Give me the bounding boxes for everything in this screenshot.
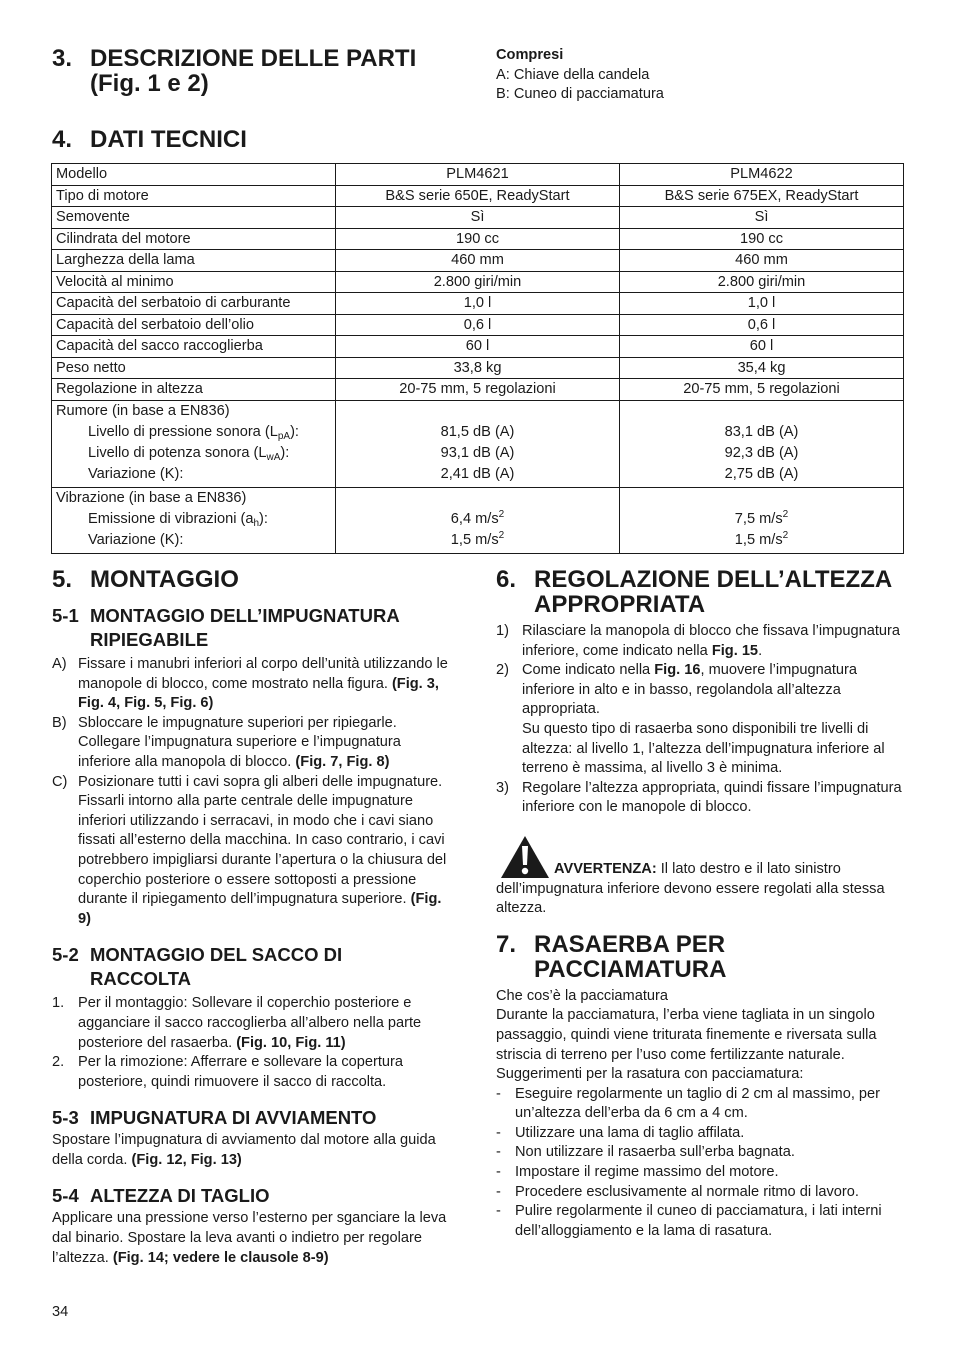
table-row [52, 228, 904, 250]
list-item: 2. Per la rimozione: Afferrare e sollevare la copertura posteriore, quindi rimuovere il sacco di raccolta. [52, 1054, 404, 1090]
table-cell: Velocità al minimo [52, 271, 336, 293]
section-5-heading: 5. MONTAGGIO [52, 566, 239, 593]
table-cell [620, 400, 904, 487]
value: 83,1 dB (A) [724, 423, 799, 440]
list-item: - Pulire regolarmente il cuneo di pacciamatura, i lati interni dell’alloggiamento e la lama di rasatura. [496, 1203, 882, 1239]
table-cell: 33,8 kg [336, 357, 620, 379]
table-cell [620, 487, 904, 553]
table-cell: 460 mm [620, 250, 904, 272]
section-title-line2: (Fig. 1 e 2) [90, 70, 209, 97]
warning-block [496, 838, 904, 919]
table-cell: Larghezza della lama [52, 250, 336, 272]
list-item: - Impostare il regime massimo del motore. [496, 1164, 779, 1181]
vibration-title: Vibrazione (in base a EN836) [56, 489, 247, 506]
section-5-1-heading: 5-1 MONTAGGIO DELL’IMPUGNATURA RIPIEGABILE [52, 605, 400, 650]
table-cell: Modello [52, 164, 336, 186]
table-cell: Sì [336, 207, 620, 229]
section-number: 4. [52, 126, 73, 153]
table-row [52, 293, 904, 315]
table-cell: 1,0 l [336, 293, 620, 315]
noise-lpa-label: Livello di pressione sonora $(L_{pA})$: [88, 423, 299, 442]
table-cell: 460 mm [336, 250, 620, 272]
warning-text: AVVERTENZA: Il lato destro e il lato sinistro dell’impugnatura inferiore devono essere regolati alla stessa altezza. [496, 860, 885, 917]
included-item-b: B: Cuneo di pacciamatura [496, 86, 664, 103]
value: 81,5 dB (A) [440, 423, 515, 440]
table-cell: 0,6 l [336, 314, 620, 336]
table-cell: B&S serie 650E, ReadyStart [336, 185, 620, 207]
value: 7,5 $m/s^2$ [734, 508, 789, 527]
section-5-4-text: Applicare una pressione verso l’esterno per sganciare la leva dal binario. Spostare la leva avanti o indietro per regolare l’altezza. (Fig. 14; vedere le clausole 8-9) [52, 1210, 447, 1266]
list-item: 2) Come indicato nella Fig. 16, muovere l’impugnatura inferiore in alto e in basso, regolandola all’altezza appropriata. Su questo tipo di rasaerba sono disponibili tre livelli di altezza: al livello 1, l’altezza dell’impugnatura inferiore al terreno è massima, al livello 3 è minima. [496, 662, 885, 777]
table-cell: 20-75 mm, 5 regolazioni [336, 379, 620, 401]
table-cell: 60 l [336, 336, 620, 358]
table-cell: 60 l [620, 336, 904, 358]
value: 6,4 $m/s^2$ [450, 508, 505, 527]
table-cell: 35,4 kg [620, 357, 904, 379]
vibration-k-label: Variazione (K): [88, 532, 184, 549]
list-item: - Procedere esclusivamente al normale ritmo di lavoro. [496, 1183, 859, 1200]
table-cell [52, 487, 336, 553]
table-row [52, 379, 904, 401]
table-cell: Capacità del sacco raccoglierba [52, 336, 336, 358]
section-7-heading: 7. RASAERBA PER PACCIAMATURA [496, 930, 727, 983]
included-label: Compresi [496, 47, 564, 63]
section-5-2-list [52, 994, 452, 1092]
table-row [52, 336, 904, 358]
list-item: C) Posizionare tutti i cavi sopra gli alberi delle impugnature. Fissarli intorno alla parte centrale delle impugnature inferiori utilizzando i serracavi, in modo che i cavi siano fissati all’esterno della macchina. In caso contrario, i cavi potrebbero impigliarsi durante l’apertura o la chiusura del coperchio posteriore o essere sottoposti a pressione durante il ripiegamento dell’impugnatura superiore. (Fig. 9) [52, 773, 447, 927]
section-5-3-text: Spostare l’impugnatura di avviamento dal motore alla guida della corda. (Fig. 12, Fig. 13) [52, 1132, 436, 1168]
table-cell [52, 400, 336, 487]
table-cell: B&S serie 675EX, ReadyStart [620, 185, 904, 207]
section-5-3-heading: 5-3 IMPUGNATURA DI AVVIAMENTO [52, 1107, 377, 1129]
left-column [52, 567, 452, 1268]
table-cell: Tipo di motore [52, 185, 336, 207]
table-row [52, 314, 904, 336]
list-item: 3) Regolare l’altezza appropriata, quindi fissare l’impugnatura inferiore con le manopole di blocco. [496, 779, 902, 816]
table-cell: 1,0 l [620, 293, 904, 315]
included-parts [496, 46, 664, 105]
list-item: 1. Per il montaggio: Sollevare il coperchio posteriore e agganciare il sacco raccoglierba all’albero nella parte posteriore del rasaerba. (Fig. 10, Fig. 11) [52, 995, 422, 1051]
value: 1,5 $m/s^2$ [450, 530, 505, 549]
noise-lwa-label: Livello di potenza sonora $(L_{wA})$: [88, 445, 290, 464]
value: 2,41 dB (A) [440, 466, 515, 483]
table-cell: 0,6 l [620, 314, 904, 336]
table-cell [336, 400, 620, 487]
table-cell: Peso netto [52, 357, 336, 379]
section-5-2-heading: 5-2 MONTAGGIO DEL SACCO DI RACCOLTA [52, 944, 343, 990]
table-cell: PLM4622 [620, 164, 904, 186]
table-row [52, 271, 904, 293]
table-cell: Cilindrata del motore [52, 228, 336, 250]
right-column [496, 567, 904, 1241]
paragraph: Durante la pacciamatura, l’erba viene tagliata in un singolo passaggio, quindi viene triturata finemente e riversata sulla striscia di terreno per l’uso come fertilizzante naturale. [496, 1007, 877, 1063]
table-cell: 190 cc [336, 228, 620, 250]
value: 92,3 dB (A) [724, 445, 799, 462]
list-item: - Utilizzare una lama di taglio affilata. [496, 1124, 745, 1141]
noise-k-label: Variazione (K): [88, 466, 184, 483]
paragraph: Che cos’è la pacciamatura [496, 987, 668, 1004]
table-cell: Capacità del serbatoio dell’olio [52, 314, 336, 336]
technical-data-table [51, 163, 904, 554]
table-row-vibration [52, 487, 904, 553]
section-5-1-list [52, 655, 452, 929]
value: 93,1 dB (A) [440, 445, 515, 462]
section-3-heading [52, 46, 416, 96]
table-cell: Sì [620, 207, 904, 229]
section-4-heading [52, 127, 247, 152]
warning-icon [500, 835, 550, 879]
section-6-list [496, 622, 904, 818]
noise-title: Rumore (in base a EN836) [56, 402, 230, 419]
section-number: 3. [52, 45, 73, 72]
table-cell: Semovente [52, 207, 336, 229]
section-title: DATI TECNICI [90, 126, 247, 153]
table-row [52, 185, 904, 207]
section-title-line1: DESCRIZIONE DELLE PARTI [90, 45, 417, 72]
section-7-text [496, 987, 904, 1242]
page-number: 34 [52, 1304, 69, 1320]
value: 2,75 dB (A) [724, 466, 799, 483]
table-row [52, 164, 904, 186]
table-row-noise [52, 400, 904, 487]
list-item: - Non utilizzare il rasaerba sull’erba bagnata. [496, 1144, 795, 1161]
vibration-ah-label: Emissione di vibrazioni $(a_h)$: [88, 510, 268, 529]
list-item: B) Sbloccare le impugnature superiori per ripiegarle. Collegare l’impugnatura superiore e l’impugnatura inferiore alla manopola di blocco. (Fig. 7, Fig. 8) [52, 714, 401, 770]
table-row [52, 250, 904, 272]
section-5-4-heading: 5-4 ALTEZZA DI TAGLIO [52, 1185, 270, 1207]
list-item: 1) Rilasciare la manopola di blocco che fissava l’impugnatura inferiore, come indicato nella Fig. 15. [496, 623, 901, 659]
table-cell: Capacità del serbatoio di carburante [52, 293, 336, 315]
table-cell: 2.800 giri/min [336, 271, 620, 293]
table-cell: PLM4621 [336, 164, 620, 186]
list-item: - Eseguire regolarmente un taglio di 2 cm al massimo, per un’altezza dell’erba da 6 cm a 4 cm. [496, 1085, 881, 1122]
paragraph: Suggerimenti per la rasatura con pacciamatura: [496, 1066, 804, 1083]
section-6-heading: 6. REGOLAZIONE DELL’ALTEZZA APPROPRIATA [496, 566, 893, 618]
table-cell: 190 cc [620, 228, 904, 250]
value: 1,5 $m/s^2$ [734, 530, 789, 549]
table-row [52, 357, 904, 379]
table-cell: 2.800 giri/min [620, 271, 904, 293]
table-cell: Regolazione in altezza [52, 379, 336, 401]
table-row [52, 207, 904, 229]
list-item: A) Fissare i manubri inferiori al corpo dell’unità utilizzando le manopole di blocco, come mostrato nella figura. (Fig. 3, Fig. 4, Fig. 5, Fig. 6) [52, 656, 448, 712]
included-item-a: A: Chiave della candela [496, 66, 650, 83]
table-cell: 20-75 mm, 5 regolazioni [620, 379, 904, 401]
table-cell [336, 487, 620, 553]
